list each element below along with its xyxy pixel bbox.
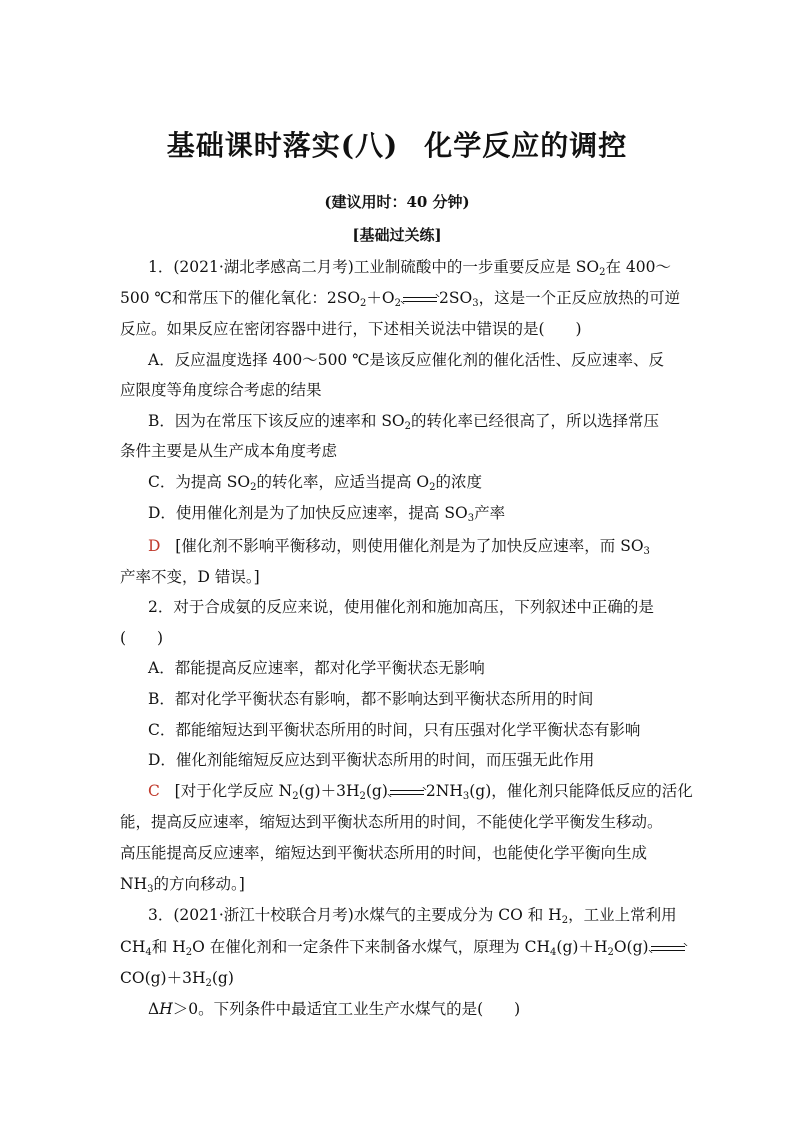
q2-explanation-line-2: 能，提高反应速率，缩短达到平衡状态所用的时间，不能使化学平衡发生移动。 (120, 813, 663, 831)
time-note: (建议用时：40 分钟) (324, 193, 470, 211)
q2-answer: C (148, 782, 160, 800)
reversible-arrow-icon (403, 295, 437, 304)
q2-option-c: C．都能缩短达到平衡状态所用的时间，只有压强对化学平衡状态有影响 (148, 721, 641, 739)
q1-option-d: D．使用催化剂是为了加快反应速率，提高 $SO_3$产率 (148, 504, 506, 524)
page-title (0, 124, 794, 164)
q2-explanation-line-4: $NH_3$的方向移动。] (120, 875, 245, 895)
q2-option-b: B．都对化学平衡状态有影响，都不影响达到平衡状态所用的时间 (148, 690, 594, 708)
reversible-arrow-icon (651, 944, 685, 953)
title-part-1: 基础课时落实(八) (166, 129, 399, 162)
q1-option-b-line-2: 条件主要是从生产成本角度考虑 (120, 442, 338, 460)
q1-option-b-line-1: B．因为在常压下该反应的速率和 $SO_2$的转化率已经很高了，所以选择常压 (148, 412, 660, 432)
q2-explanation-line-3: 高压能提高反应速率，缩短达到平衡状态所用的时间，也能使化学平衡向生成 (120, 844, 648, 862)
q1-explanation-line-2: 产率不变，D 错误。] (120, 568, 260, 586)
q1-explanation-line-1: D [催化剂不影响平衡移动，则使用催化剂是为了加快反应速率，而 $SO_3$ (148, 537, 650, 557)
q2-stem-line-1: 2．对于合成氨的反应来说，使用催化剂和施加高压，下列叙述中正确的是 (148, 598, 654, 616)
q3-stem-line-3: $CO(g)+3H_2(g)$ (120, 969, 234, 989)
q2-option-a: A．都能提高反应速率，都对化学平衡状态无影响 (148, 659, 485, 677)
q2-option-d: D．催化剂能缩短反应达到平衡状态所用的时间，而压强无此作用 (148, 751, 595, 769)
q1-stem-line-1: 1．(2021·湖北孝感高二月考)工业制硫酸中的一步重要反应是 $SO_2$在 400～ (148, 258, 671, 278)
q1-option-a-line-1: A．反应温度选择 400～500 ℃是该反应催化剂的催化活性、反应速率、反 (148, 351, 665, 369)
q2-explanation-line-1: C [对于化学反应 $N_2(g)+3H_2(g)$ $2NH_3(g)$，催化剂只能降低反应的活化 (148, 782, 693, 802)
reversible-arrow-icon (390, 788, 424, 797)
q2-stem-line-2: ( ) (120, 629, 164, 647)
section-heading: [基础过关练] (352, 226, 442, 244)
q1-answer: D (148, 537, 161, 555)
q3-stem-line-4: ΔH＞0。下列条件中最适宜工业生产水煤气的是( ) (148, 1000, 521, 1018)
title-part-2: 化学反应的调控 (424, 129, 628, 162)
q1-option-c: C．为提高 $SO_2$的转化率，应适当提高 $O_2$的浓度 (148, 473, 483, 493)
q3-stem-line-2: $CH_4$和 $H_2O$ 在催化剂和一定条件下来制备水煤气，原理为 $CH_4(g)+H_2O(g)$ (120, 937, 676, 957)
q1-stem-line-2: 500 ℃和常压下的催化氧化：$2SO_2+O_2$ $2SO_3$，这是一个正反应放热的可逆 (120, 289, 681, 309)
q1-option-a-line-2: 应限度等角度综合考虑的结果 (120, 381, 322, 399)
q1-stem-line-3: 反应。如果反应在密闭容器中进行，下述相关说法中错误的是( ) (120, 320, 582, 338)
q3-stem-line-1: 3．(2021·浙江十校联合月考)水煤气的主要成分为 CO 和 $H_2$，工业上常利用 (148, 906, 677, 926)
